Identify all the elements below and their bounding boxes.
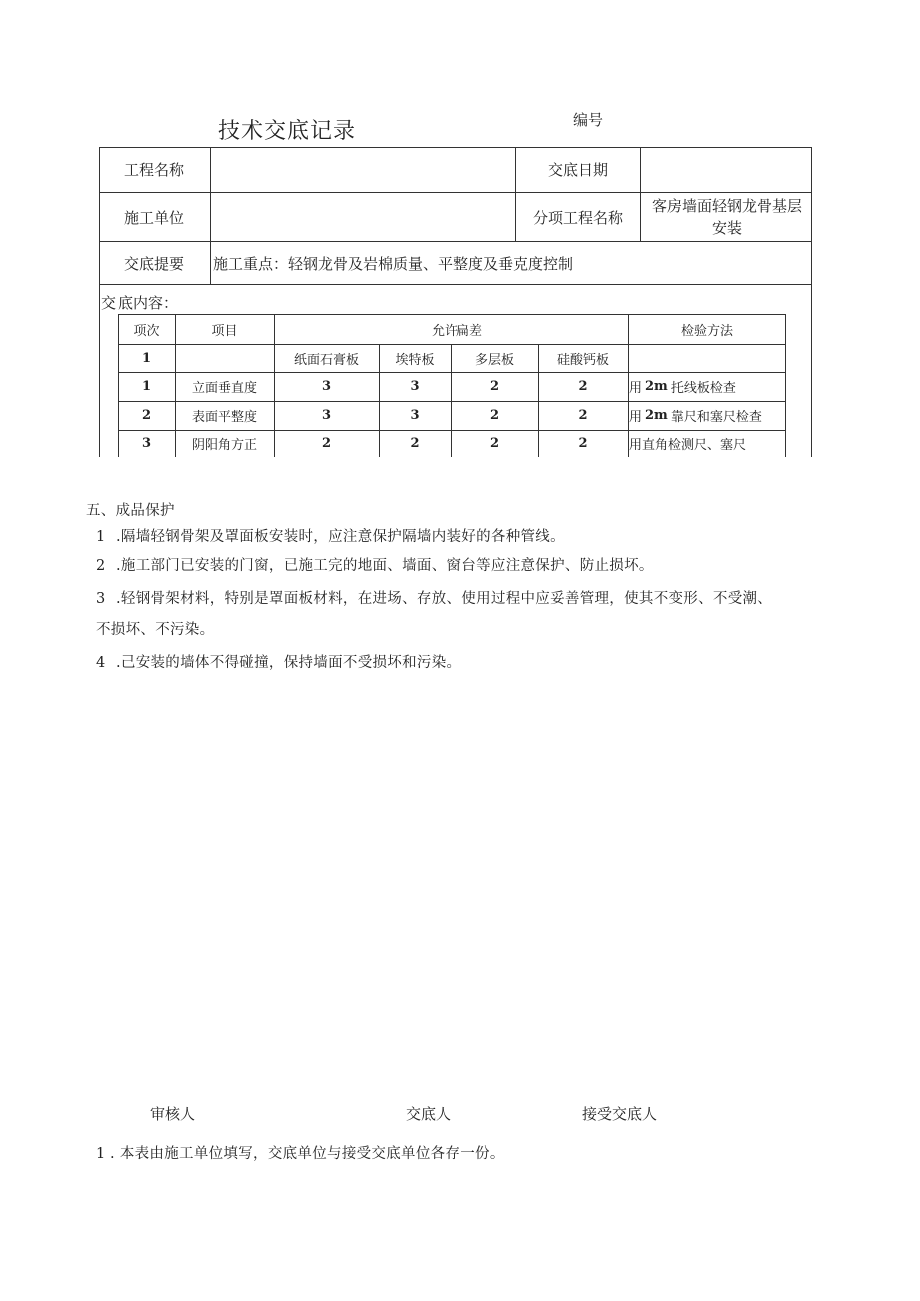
project-name-value[interactable] [215, 147, 510, 192]
row-value: 2 [578, 436, 588, 451]
section-item-num: 4 [96, 655, 106, 671]
receiver-label: 接受交底人 [582, 1105, 658, 1123]
row-item: 阴阳角方正 [191, 438, 257, 453]
row-value: 2 [489, 379, 500, 394]
subheader-col: 硅酸钙板 [556, 352, 609, 368]
row-value: 3 [410, 379, 420, 394]
method-bold: 2m [645, 379, 668, 394]
subheader-col: 纸面石膏板 [293, 352, 359, 368]
section-item-text: .己安装的墙体不得碰撞，保持墙面不受损坏和污染。 [116, 655, 462, 671]
content-side-label: 交 [101, 293, 117, 312]
summary-value: 施工重点：轻钢龙骨及岩棉质量、平整度及垂克度控制 [213, 254, 574, 273]
contractor-value[interactable] [215, 193, 510, 241]
contractor-label: 施工单位 [124, 208, 185, 227]
row-value: 2 [578, 408, 588, 423]
section-item-continued [96, 618, 214, 639]
header-item: 项目 [211, 323, 238, 339]
row-item: 立面垂直度 [191, 381, 257, 396]
row-method [629, 401, 762, 430]
subproject-label: 分项工程名称 [533, 208, 624, 227]
footnote-num: 1 [96, 1146, 106, 1162]
subheader-col: 埃特板 [395, 352, 435, 368]
table-border-left [99, 147, 100, 457]
section-item [96, 554, 654, 575]
subproject-value-line: 安装 [711, 219, 742, 237]
content-label: 底内容： [118, 293, 179, 312]
row-value: 2 [489, 436, 500, 451]
method-prefix: 用直角检测尺、塞尺 [629, 438, 747, 453]
summary-label: 交底提要 [124, 254, 185, 273]
section-item-text: 不损坏、不污染。 [96, 622, 215, 638]
reviewer-label: 审核人 [150, 1105, 196, 1123]
method-prefix: 用 [629, 410, 643, 425]
section-item [96, 651, 461, 672]
method-suffix: 靠尺和塞尺检查 [670, 410, 762, 425]
row-index: 3 [141, 436, 152, 451]
row-value: 2 [321, 436, 332, 451]
number-label: 编号 [573, 111, 604, 129]
subheader-index: 1 [141, 350, 152, 366]
section-heading: 五、成品保护 [86, 503, 175, 519]
header-method: 检验方法 [680, 323, 733, 339]
row-value: 3 [321, 408, 332, 423]
subheader-col: 多层板 [474, 352, 514, 368]
page-title: 技术交底记录 [218, 119, 357, 144]
section-item [96, 525, 565, 546]
section-item-num: 2 [96, 558, 106, 574]
table-row-divider [99, 284, 812, 285]
subproject-value-line: 客房墙面轻钢龙骨基层 [651, 197, 802, 215]
row-index: 2 [141, 408, 152, 423]
header-tolerance-right: 扁差 [456, 323, 483, 339]
table-col-divider [515, 147, 516, 241]
section-item-num: 1 [96, 529, 106, 545]
row-index: 1 [141, 379, 152, 394]
date-value[interactable] [645, 147, 805, 192]
date-label: 交底日期 [548, 161, 609, 179]
presenter-label: 交底人 [406, 1105, 452, 1123]
row-value: 3 [321, 379, 332, 394]
header-index: 项次 [133, 323, 160, 339]
section-item [96, 587, 772, 608]
header-tolerance-left: 允许 [431, 323, 458, 339]
section-item-text: .隔墙轻钢骨架及罩面板安装时，应注意保护隔墙内装好的各种管线。 [116, 529, 565, 545]
row-item: 表面平整度 [191, 410, 257, 425]
table-col-divider [640, 147, 641, 241]
tolerance-table [118, 314, 786, 457]
row-value: 2 [489, 408, 500, 423]
section-item-text: .施工部门已安装的门窗，已施工完的地面、墙面、窗台等应注意保护、防止损坏。 [116, 558, 654, 574]
footnote [96, 1142, 505, 1163]
section-item-num: 3 [96, 591, 106, 607]
row-value: 2 [578, 379, 588, 394]
project-name-label: 工程名称 [124, 161, 185, 179]
row-method [629, 372, 736, 401]
subproject-value [642, 193, 812, 241]
method-suffix: 托线板检查 [670, 381, 736, 396]
footnote-text: . 本表由施工单位填写，交底单位与接受交底单位各存一份。 [110, 1146, 505, 1162]
method-prefix: 用 [629, 381, 643, 396]
section-item-text: .轻钢骨架材料，特别是罩面板材料，在进场、存放、使用过程中应妥善管理，使其不变形、不受潮、 [116, 591, 773, 607]
method-bold: 2m [645, 408, 668, 423]
row-value: 2 [410, 436, 420, 451]
row-method [629, 430, 746, 457]
table-col-divider [210, 147, 211, 284]
row-value: 3 [410, 408, 420, 423]
